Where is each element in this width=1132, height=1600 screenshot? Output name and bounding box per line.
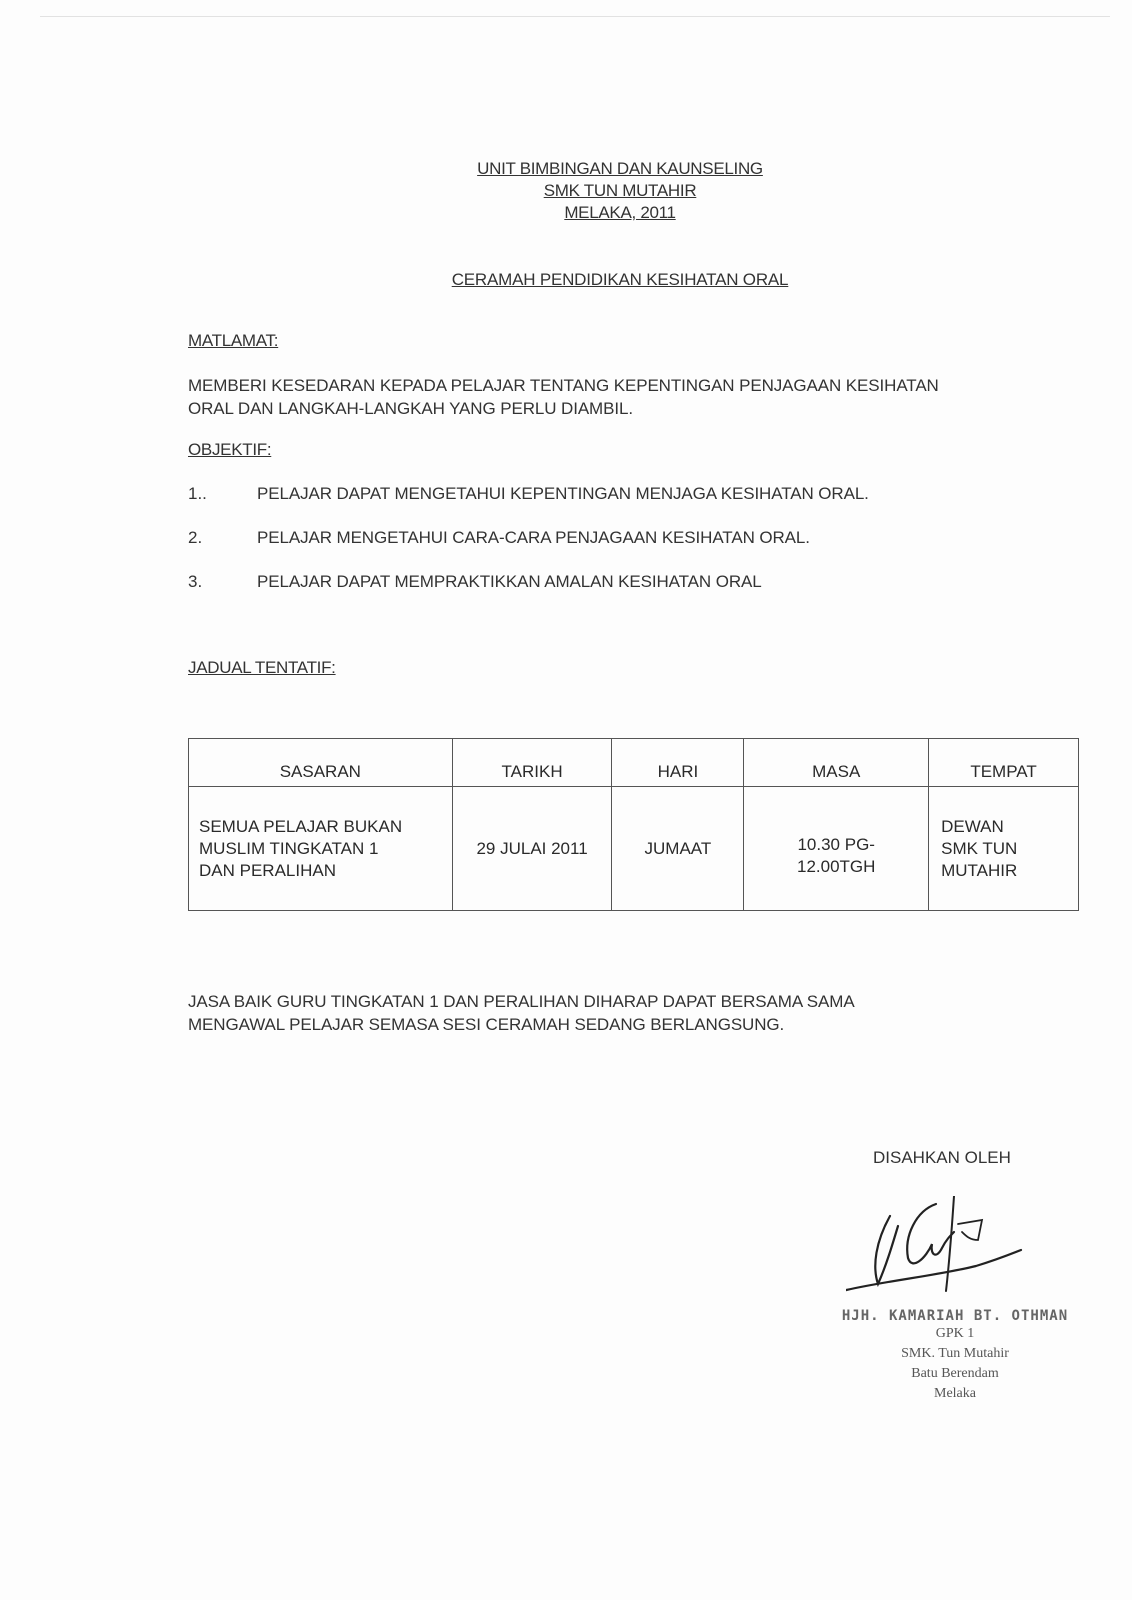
- header-masa: MASA: [744, 739, 929, 787]
- letterhead: [0, 158, 1132, 224]
- matlamat-text: [188, 374, 939, 420]
- handwritten-signature: [846, 1196, 1046, 1306]
- objektif-label: OBJEKTIF:: [188, 440, 272, 459]
- tempat-line-1: DEWAN: [941, 816, 1004, 836]
- cell-tempat: [929, 787, 1079, 911]
- header-hari: HARI: [612, 739, 744, 787]
- objektif-number-1: 1..: [188, 484, 207, 503]
- document-title: CERAMAH PENDIDIKAN KESIHATAN ORAL: [451, 270, 789, 289]
- header-school: SMK TUN MUTAHIR: [543, 181, 697, 200]
- scan-edge-line: [40, 16, 1110, 17]
- sasaran-line-3: DAN PERALIHAN: [199, 860, 336, 880]
- objektif-item-3: PELAJAR DAPAT MEMPRAKTIKKAN AMALAN KESIHATAN ORAL: [257, 572, 762, 591]
- sasaran-line-1: SEMUA PELAJAR BUKAN: [199, 816, 403, 836]
- stamp-name: HJH. KAMARIAH BT. OTHMAN: [841, 1308, 1069, 1324]
- disahkan-label: DISAHKAN OLEH: [873, 1148, 1011, 1167]
- header-sasaran: SASARAN: [189, 739, 453, 787]
- header-tarikh: TARIKH: [452, 739, 612, 787]
- objektif-item-2: PELAJAR MENGETAHUI CARA-CARA PENJAGAAN KESIHATAN ORAL.: [257, 528, 810, 547]
- stamp-school: SMK. Tun Mutahir: [901, 1346, 1009, 1361]
- sasaran-line-2: MUSLIM TINGKATAN 1: [199, 838, 379, 858]
- schedule-table: [188, 738, 1079, 911]
- matlamat-line-1: MEMBERI KESEDARAN KEPADA PELAJAR TENTANG KEPENTINGAN PENJAGAAN KESIHATAN: [188, 376, 939, 395]
- objektif-number-2: 2.: [188, 528, 203, 547]
- note-paragraph: [188, 990, 855, 1036]
- tempat-line-2: SMK TUN: [941, 838, 1018, 858]
- cell-sasaran: [189, 787, 453, 911]
- header-unit: UNIT BIMBINGAN DAN KAUNSELING: [477, 159, 763, 178]
- stamp-state: Melaka: [934, 1386, 976, 1401]
- table-header-row: [189, 739, 1079, 787]
- header-location-year: MELAKA, 2011: [564, 203, 676, 222]
- cell-tarikh: 29 JULAI 2011: [452, 787, 612, 911]
- note-line-2: MENGAWAL PELAJAR SEMASA SESI CERAMAH SEDANG BERLANGSUNG.: [188, 1015, 785, 1034]
- cell-hari: JUMAAT: [612, 787, 744, 911]
- stamp-area: Batu Berendam: [911, 1366, 999, 1381]
- jadual-label: JADUAL TENTATIF:: [188, 658, 336, 677]
- masa-line-2: 12.00TGH: [797, 857, 876, 876]
- note-line-1: JASA BAIK GURU TINGKATAN 1 DAN PERALIHAN DIHARAP DAPAT BERSAMA SAMA: [188, 992, 855, 1011]
- header-tempat: TEMPAT: [929, 739, 1079, 787]
- table-row: [189, 787, 1079, 911]
- cell-masa: [744, 787, 929, 911]
- stamp-title: GPK 1: [935, 1326, 975, 1341]
- objektif-item-1: PELAJAR DAPAT MENGETAHUI KEPENTINGAN MENJAGA KESIHATAN ORAL.: [257, 484, 869, 503]
- tempat-line-3: MUTAHIR: [941, 860, 1018, 880]
- objektif-number-3: 3.: [188, 572, 203, 591]
- matlamat-label: MATLAMAT:: [188, 331, 279, 350]
- official-stamp: [830, 1308, 1080, 1404]
- masa-line-1: 10.30 PG-: [797, 835, 875, 854]
- matlamat-line-2: ORAL DAN LANGKAH-LANGKAH YANG PERLU DIAMBIL.: [188, 399, 633, 418]
